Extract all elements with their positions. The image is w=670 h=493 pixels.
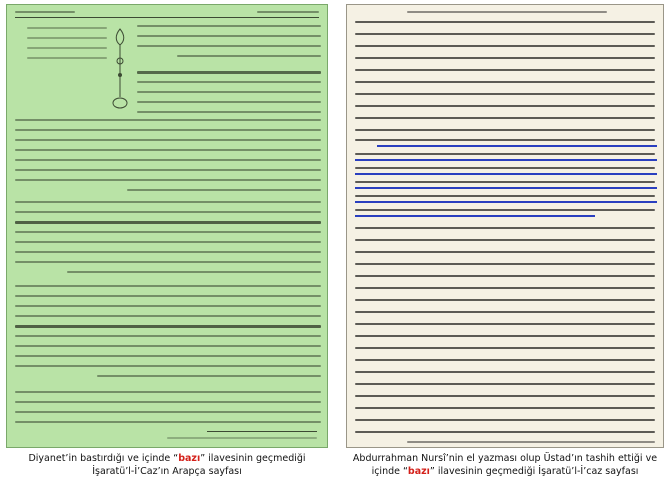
blue-underline: [355, 201, 657, 203]
highlight-word: bazı: [407, 466, 430, 477]
right-caption-line1: Abdurrahman Nursî’nin el yazması olup Üstad’ın tashih ettiği ve: [352, 453, 658, 464]
left-caption-line2: İşaratü’l-İ’Caz’ın Arapça sayfası: [92, 466, 242, 477]
margin-ornament-icon: [111, 27, 129, 113]
blue-underline: [355, 215, 595, 217]
page-header-right: [257, 11, 319, 13]
blue-underline: [355, 159, 657, 161]
header-rule: [15, 17, 319, 18]
right-caption-line2: [346, 465, 664, 478]
caption-text: içinde “: [371, 466, 408, 477]
caption-text: ” ilavesinin geçmediği İşaratü’l-İ’caz sayfası: [429, 466, 639, 477]
blue-underline: [355, 187, 657, 189]
left-caption: [6, 452, 328, 478]
handwritten-manuscript-page: [346, 4, 664, 448]
caption-text: Diyanet’in bastırdığı ve içinde “: [28, 453, 179, 464]
blue-underline: [377, 145, 657, 147]
printed-arabic-page: [6, 4, 328, 448]
right-caption: [346, 452, 664, 478]
blue-underline: [355, 173, 657, 175]
caption-text: ” ilavesinin geçmediği: [200, 453, 306, 464]
left-caption-line1: [6, 452, 328, 465]
page-header-left: [15, 11, 75, 13]
highlight-word: bazı: [178, 453, 201, 464]
